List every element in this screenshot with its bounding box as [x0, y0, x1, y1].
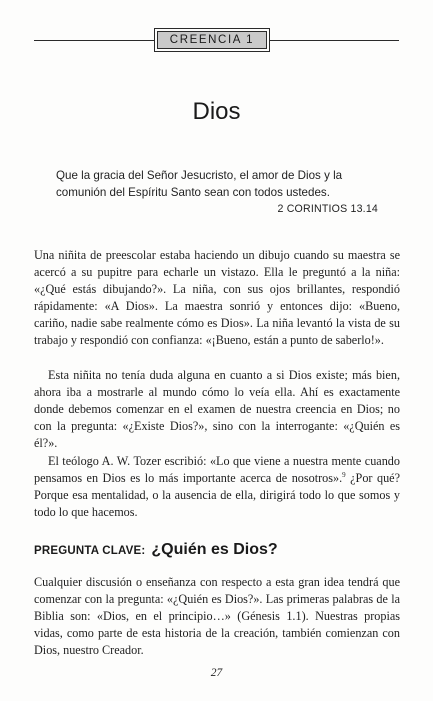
body-paragraph-1: Una niñita de preescolar estaba haciendo un dibujo cuando su maestra se acercó a su pupitre para echarle un vistazo. Ella le preguntó a la niña: «¿Qué estás dibujando?». La niña, con sus ojos brillantes, respondió rápidamente: «A Dios». La maestra sonrió y entonces dijo: «Bueno, cariño, nadie sabe realmente cómo es Dios». La niña levantó la vista de su trabajo y respondió con confianza: «¡Bueno, están a punto de saberlo!».: [34, 248, 400, 348]
body-paragraph-2: Esta niñita no tenía duda alguna en cuanto a si Dios existe; más bien, ahora iba a mostrarle al mundo cómo lo veía ella. Ahí es exactamente donde debemos comenzar en el examen de nuestra creencia en Dios; no con la pregunta: «¿Existe Dios?», sino con la interrogante: «¿Quién es él?».: [34, 368, 400, 451]
chapter-badge: CREENCIA 1: [154, 28, 270, 52]
section-label: PREGUNTA CLAVE:: [34, 545, 146, 557]
paragraph-3-part-1: El teólogo A. W. Tozer escribió: «Lo que viene a nuestra mente cuando pensamos en Dios es lo más importante acerca de nosotros».: [34, 454, 400, 486]
body-paragraph-3: [34, 453, 400, 521]
body-paragraph-4: Cualquier discusión o enseñanza con respecto a esta gran idea tendrá que comenzar con la pregunta: «¿Quién es Dios?». Las primeras palabras de la Biblia son: «Dios, en el principio…» (Génesis 1.1). Nuestras propias vidas, como parte de esta historia de la creación, también comienzan con Dios, nuestro Creador.: [34, 575, 400, 658]
epigraph-reference: 2 CORINTIOS 13.14: [277, 203, 378, 215]
page-number: 27: [210, 667, 223, 679]
chapter-title: Dios: [192, 98, 241, 125]
section-heading: [34, 541, 400, 559]
paragraph-3-part-2: ¿Por qué? Porque esa mentalidad, o la ausencia de ella, dirigirá todo lo que somos y todo lo que hacemos.: [34, 471, 400, 520]
section-question: ¿Quién es Dios?: [151, 541, 278, 558]
epigraph-text: Que la gracia del Señor Jesucristo, el amor de Dios y la comunión del Espíritu Santo sean con todos ustedes.: [56, 169, 343, 199]
footnote-marker: 9: [342, 471, 346, 480]
